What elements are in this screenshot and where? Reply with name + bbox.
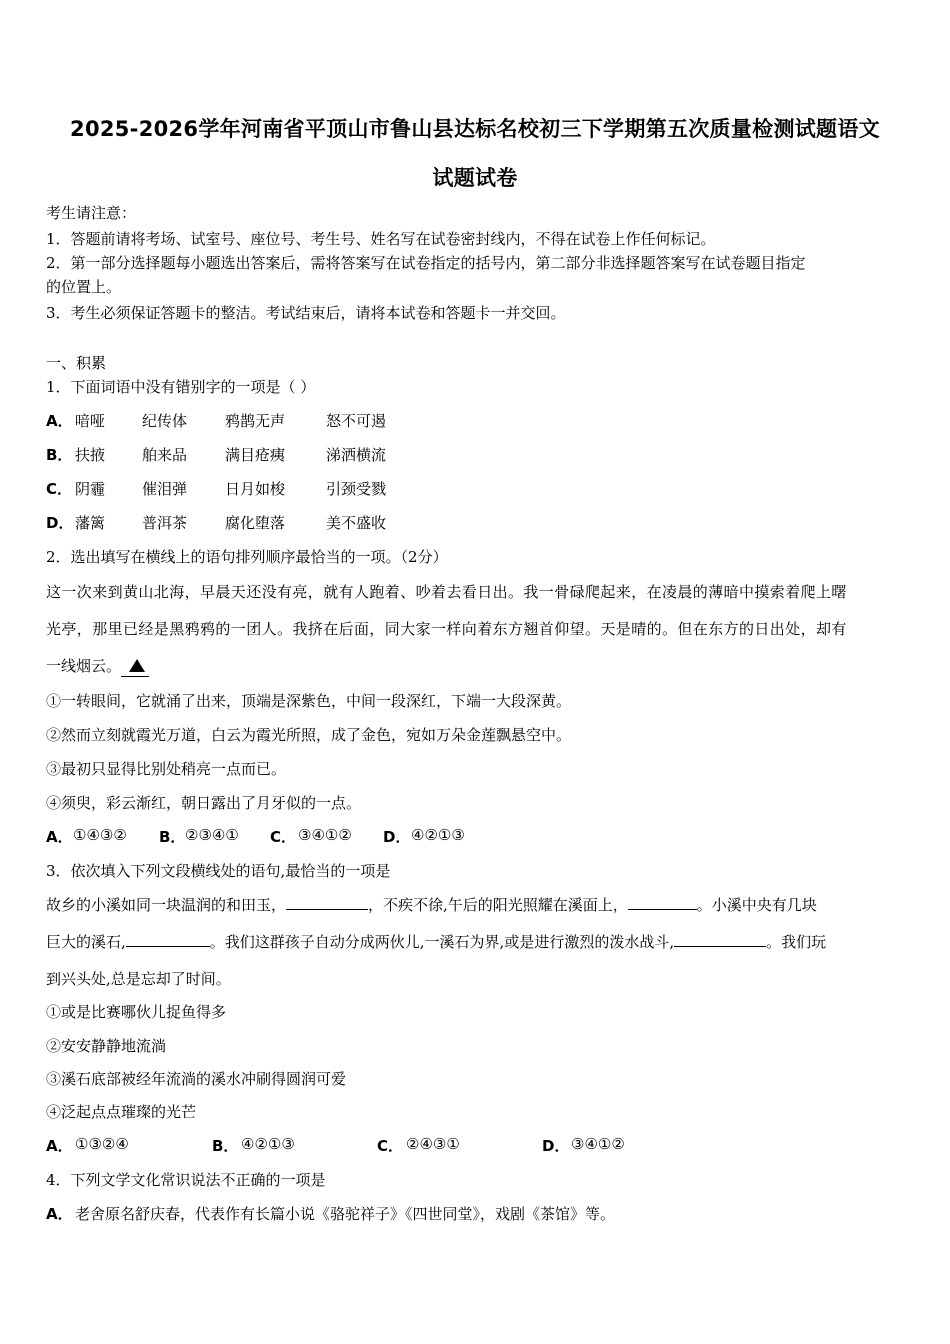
- option-label: A．: [46, 828, 73, 846]
- option-label: C．: [46, 480, 73, 498]
- option-text: ①④③②: [73, 826, 127, 844]
- sentence-item: ③最初只显得比别处稍亮一点而已。: [46, 760, 287, 778]
- answer-blank: [286, 895, 368, 910]
- option-text: 老舍原名舒庆春，代表作有长篇小说《骆驼祥子》《四世同堂》，戏剧《茶馆》等。: [75, 1205, 616, 1223]
- option-word: 满目疮痍: [225, 446, 286, 464]
- option-word: 怒不可遏: [326, 412, 387, 430]
- option-word: 日月如梭: [225, 480, 286, 498]
- sentence-item: ①一转眼间，它就涌了出来，顶端是深紫色，中间一段深红，下端一大段深黄。: [46, 692, 572, 710]
- triangle-icon: [129, 659, 145, 672]
- notice-item: 2．第一部分选择题每小题选出答案后，需将答案写在试卷指定的括号内，第二部分非选择题答案写在试卷题目指定: [46, 254, 806, 272]
- passage-line: 到兴头处,总是忘却了时间。: [46, 970, 231, 988]
- option-word: 涕洒横流: [326, 446, 387, 464]
- passage-line: [46, 931, 826, 952]
- passage-line: 这一次来到黄山北海，早晨天还没有亮，就有人跑着、吵着去看日出。我一骨碌爬起来，在凌晨的薄暗中摸索着爬上曙: [46, 583, 847, 601]
- passage-text: 。我们玩: [766, 933, 827, 951]
- option-word: 腐化堕落: [225, 514, 286, 532]
- option-label: C．: [270, 828, 297, 846]
- option-text: ③④①②: [571, 1135, 625, 1153]
- sentence-item: ④泛起点点璀璨的光芒: [46, 1103, 197, 1121]
- option-text: ①③②④: [75, 1135, 129, 1153]
- option-text: ②④③①: [406, 1135, 460, 1153]
- passage-line-with-blank: [46, 655, 149, 677]
- passage-text: ，不疾不徐,午后的阳光照耀在溪面上，: [368, 896, 628, 914]
- question-4-stem: 4．下列文学文化常识说法不正确的一项是: [46, 1171, 326, 1189]
- passage-line: [46, 894, 817, 915]
- exam-title-line-1: 2025-2026学年河南省平顶山市鲁山县达标名校初三下学期第五次质量检测试题语文: [70, 117, 880, 141]
- option-label: D．: [46, 514, 74, 532]
- option-word: 阴霾: [75, 480, 106, 498]
- option-text: ③④①②: [298, 826, 352, 844]
- option-label: D．: [542, 1137, 570, 1155]
- answer-blank: [126, 932, 210, 947]
- passage-text: 。我们这群孩子自动分成两伙儿,一溪石为界,或是进行激烈的泼水战斗,: [209, 933, 675, 951]
- question-2-stem: 2．选出填写在横线上的语句排列顺序最恰当的一项。（2分）: [46, 548, 448, 566]
- option-word: 纪传体: [142, 412, 188, 430]
- option-word: 美不盛收: [326, 514, 387, 532]
- answer-blank: [121, 657, 149, 677]
- sentence-item: ②安安静静地流淌: [46, 1037, 167, 1055]
- sentence-item: ③溪石底部被经年流淌的溪水冲刷得圆润可爱: [46, 1070, 347, 1088]
- option-text: ④②①③: [241, 1135, 295, 1153]
- option-word: 喑哑: [75, 412, 106, 430]
- option-word: 普洱茶: [142, 514, 188, 532]
- option-text: ④②①③: [411, 826, 465, 844]
- question-3-stem: 3．依次填入下列文段横线处的语句,最恰当的一项是: [46, 862, 391, 880]
- option-label: D．: [383, 828, 411, 846]
- section-heading: 一、积累: [46, 354, 107, 372]
- option-word: 藩篱: [75, 514, 106, 532]
- option-word: 催泪弹: [142, 480, 188, 498]
- passage-line: 光亭，那里已经是黑鸦鸦的一团人。我挤在后面，同大家一样向着东方翘首仰望。天是晴的。但在东方的日出处，却有: [46, 620, 847, 638]
- option-word: 扶掖: [75, 446, 106, 464]
- option-label: A．: [46, 1137, 73, 1155]
- sentence-item: ①或是比赛哪伙儿捉鱼得多: [46, 1003, 227, 1021]
- passage-text: 故乡的小溪如同一块温润的和田玉，: [46, 896, 287, 914]
- notice-item: 1．答题前请将考场、试室号、座位号、考生号、姓名写在试卷密封线内，不得在试卷上作任何标记。: [46, 230, 716, 248]
- question-1-stem: 1．下面词语中没有错别字的一项是（ ）: [46, 378, 316, 396]
- option-word: 引颈受戮: [326, 480, 387, 498]
- option-word: 鸦鹊无声: [225, 412, 286, 430]
- passage-text: 巨大的溪石,: [46, 933, 126, 951]
- notice-heading: 考生请注意：: [46, 204, 137, 222]
- option-text: ②③④①: [185, 826, 239, 844]
- answer-blank: [674, 932, 766, 947]
- answer-blank: [628, 895, 697, 910]
- exam-title-line-2: 试题试卷: [432, 166, 518, 190]
- sentence-item: ④须臾，彩云渐红，朝日露出了月牙似的一点。: [46, 794, 362, 812]
- option-label: B．: [212, 1137, 239, 1155]
- option-label: B．: [159, 828, 186, 846]
- option-label: A．: [46, 412, 73, 430]
- option-word: 舶来品: [142, 446, 188, 464]
- passage-line: 一线烟云。: [46, 657, 122, 675]
- notice-item: 3．考生必须保证答题卡的整洁。考试结束后，请将本试卷和答题卡一并交回。: [46, 304, 566, 322]
- sentence-item: ②然而立刻就霞光万道，白云为霞光所照，成了金色，宛如万朵金莲飘悬空中。: [46, 726, 572, 744]
- option-label: A．: [46, 1205, 73, 1223]
- passage-text: 。小溪中央有几块: [696, 896, 817, 914]
- notice-item: 的位置上。: [46, 278, 122, 296]
- option-label: C．: [377, 1137, 404, 1155]
- option-label: B．: [46, 446, 73, 464]
